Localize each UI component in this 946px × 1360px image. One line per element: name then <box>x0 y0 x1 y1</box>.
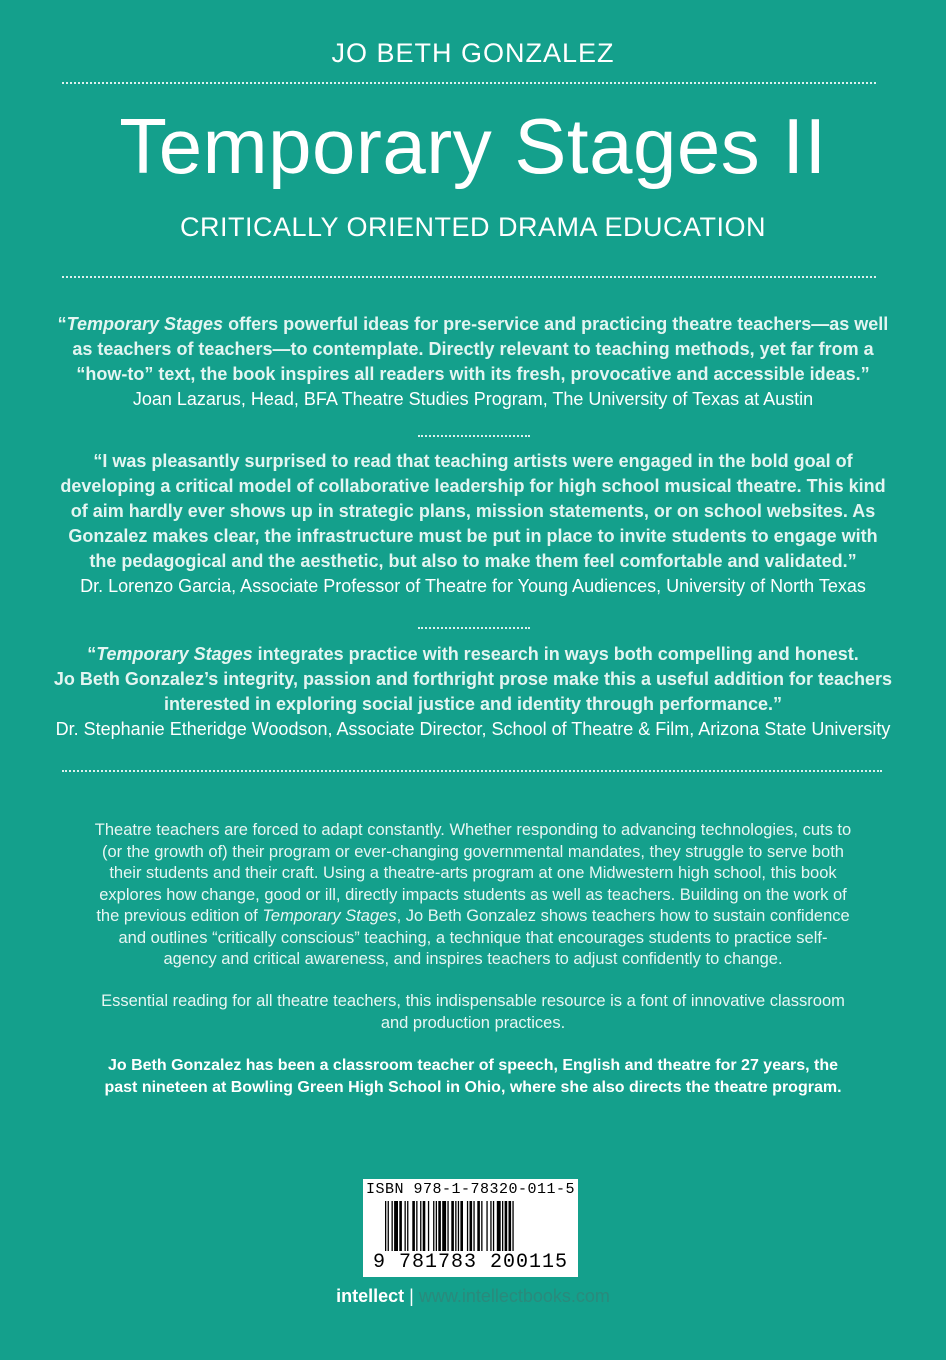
endorsement-quote-2 <box>50 449 896 598</box>
quote-attribution: Dr. Stephanie Etheridge Woodson, Associate Director, School of Theatre & Film, Arizona State University <box>55 719 891 739</box>
book-subtitle: CRITICALLY ORIENTED DRAMA EDUCATION <box>179 212 767 242</box>
barcode-bar <box>509 1201 512 1251</box>
barcode-bar <box>470 1201 473 1251</box>
barcode-bar <box>458 1201 459 1251</box>
barcode-bar <box>467 1201 468 1251</box>
publisher-url[interactable]: www.intellectbooks.com <box>418 1286 610 1306</box>
quote-line: “I was pleasantly surprised to read that teaching artists were engaged in the bold goal of <box>93 451 853 471</box>
quote-line: “how-to” text, the book inspires all readers with its fresh, provocative and accessible ideas.” <box>76 364 870 384</box>
barcode-bar <box>392 1201 393 1251</box>
author-bio <box>40 1055 906 1098</box>
barcode-bar <box>502 1201 503 1251</box>
description-line: agency and critical awareness, and inspires teachers to adjust confidently to change. <box>163 950 783 968</box>
publisher-line <box>0 1286 946 1307</box>
barcode-bar <box>423 1201 426 1251</box>
quote-attribution: Dr. Lorenzo Garcia, Associate Professor of Theatre for Young Audiences, University of North Texas <box>80 576 866 596</box>
barcode-bar <box>460 1201 463 1251</box>
publisher-separator: | <box>409 1286 414 1306</box>
barcode-bar <box>505 1201 508 1251</box>
barcode-bar <box>490 1201 491 1251</box>
barcode-bar <box>433 1201 434 1251</box>
divider-quote-2 <box>418 627 530 629</box>
barcode-bar <box>451 1201 454 1251</box>
barcode-bar <box>493 1201 494 1251</box>
quote-line: of aim hardly ever shows up in strategic plans, mission statements, or on school websites. As <box>70 501 876 521</box>
barcode-bar <box>477 1201 480 1251</box>
description-line: Theatre teachers are forced to adapt constantly. Whether responding to advancing technologies, cuts to <box>94 821 852 839</box>
description-line: (or the growth of) their program or ever-changing governmental mandates, they struggle to serve both <box>102 842 844 861</box>
quote-attribution: Joan Lazarus, Head, BFA Theatre Studies Program, The University of Texas at Austin <box>132 389 814 409</box>
barcode-bar <box>405 1201 406 1251</box>
divider-subtitle <box>62 276 876 278</box>
author-name: JO BETH GONZALEZ <box>331 38 615 68</box>
barcode-bar <box>420 1201 421 1251</box>
endorsement-quote-3 <box>50 642 896 741</box>
barcode-bar <box>436 1201 437 1251</box>
quote-line: developing a critical model of collaborative leadership for high school musical theatre. This kind <box>60 476 886 496</box>
barcode-bar <box>438 1201 441 1251</box>
publisher-name: intellect <box>336 1286 405 1306</box>
barcode-bar <box>486 1201 487 1251</box>
barcode-bar <box>399 1201 402 1251</box>
barcode-bar <box>497 1201 501 1251</box>
barcode-bar <box>416 1201 417 1251</box>
barcode-bar <box>473 1201 474 1251</box>
endorsement-quote-1 <box>50 312 896 411</box>
barcode-bar <box>481 1201 482 1251</box>
isbn-label: ISBN 978-1-78320-011-5 <box>365 1181 576 1198</box>
barcode-bar <box>412 1201 415 1251</box>
barcode-bar <box>394 1201 398 1251</box>
quote-line: the pedagogical and the aesthetic, but also to make them feel comfortable and validated.” <box>89 551 857 571</box>
description-line: explores how change, good or ill, directly impacts students as well as teachers. Building on the work of <box>99 885 847 904</box>
description-line: the previous edition of Temporary Stages, Jo Beth Gonzalez shows teachers how to sustain confidence <box>96 907 850 925</box>
divider-top <box>62 82 876 84</box>
barcode-digits: 9 781783 200115 <box>372 1251 569 1274</box>
barcode-bar <box>455 1201 456 1251</box>
barcode-bar <box>388 1201 389 1251</box>
quote-line: as teachers of teachers—to contemplate. Directly relevant to teaching methods, yet far from a <box>72 339 874 359</box>
barcode-bars <box>385 1201 557 1251</box>
book-title: Temporary Stages II <box>119 102 827 190</box>
description-line: Essential reading for all theatre teachers, this indispensable resource is a font of innovative classroom <box>101 992 845 1010</box>
quote-line: “Temporary Stages integrates practice with research in ways both compelling and honest. <box>87 644 859 664</box>
description-line: their students and their craft. Using a theatre-arts program at one Midwestern high school, this book <box>109 864 837 882</box>
bio-line: Jo Beth Gonzalez has been a classroom teacher of speech, English and theatre for 27 years, the <box>107 1057 838 1074</box>
description-paragraph-2 <box>52 991 894 1034</box>
bio-line: past nineteen at Bowling Green High School in Ohio, where she also directs the theatre program. <box>104 1078 842 1096</box>
barcode-bar <box>428 1201 429 1251</box>
divider-quotes-end <box>62 770 882 772</box>
barcode-bar <box>407 1201 408 1251</box>
quote-line: interested in exploring social justice and identity through performance.” <box>163 694 783 714</box>
barcode-bar <box>512 1201 513 1251</box>
description-line: and outlines “critically conscious” teaching, a technique that encourages students to practice self- <box>118 928 828 947</box>
quote-line: Gonzalez makes clear, the infrastructure must be put in place to invite students to engage with <box>68 526 878 546</box>
quote-line: “Temporary Stages offers powerful ideas for pre-service and practicing theatre teachers—as well <box>57 314 889 334</box>
description-paragraph-1 <box>52 820 894 971</box>
description-line: and production practices. <box>380 1013 566 1032</box>
quote-line: Jo Beth Gonzalez’s integrity, passion and forthright prose make this a useful addition for teachers <box>53 669 893 689</box>
isbn-barcode <box>363 1179 578 1277</box>
barcode-bar <box>385 1201 386 1251</box>
divider-quote-1 <box>418 435 530 437</box>
barcode-bar <box>442 1201 446 1251</box>
barcode-bar <box>447 1201 448 1251</box>
